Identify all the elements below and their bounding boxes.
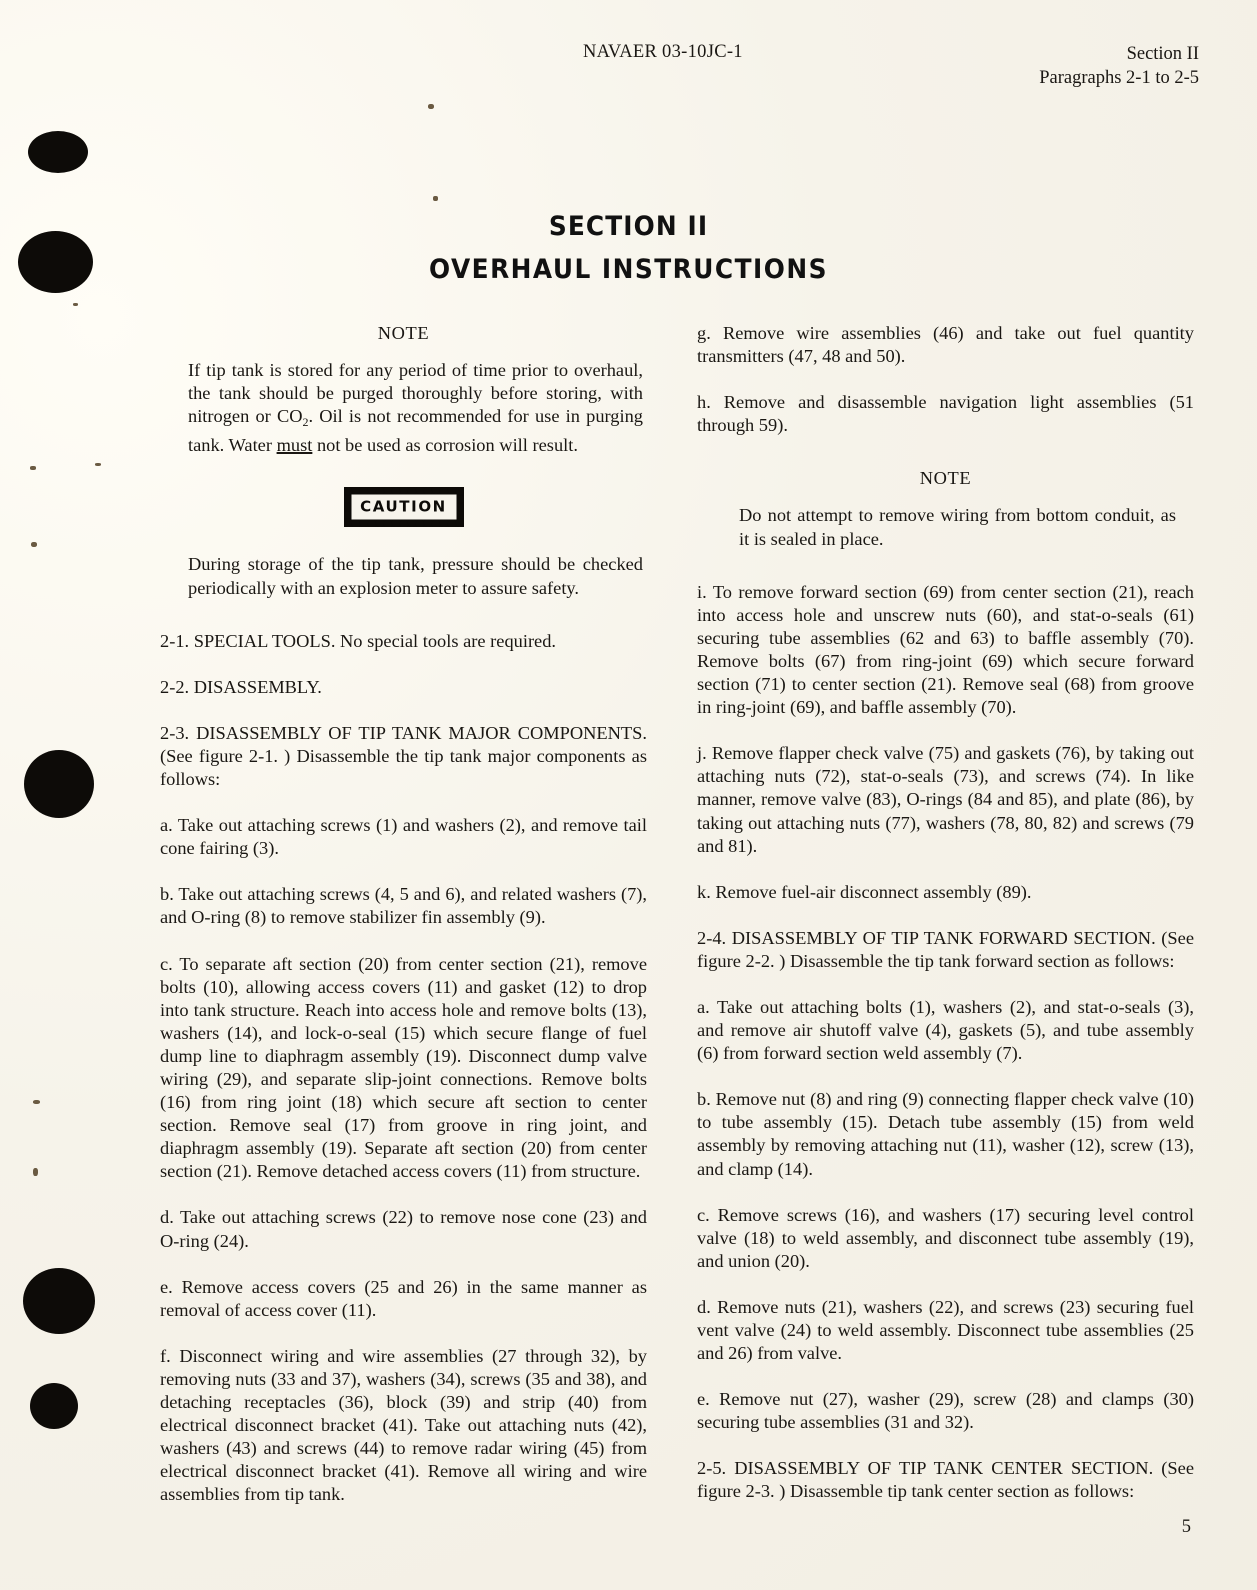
note-text-post: not be used as corrosion will result. [312, 435, 578, 456]
section-subtitle: OVERHAUL INSTRUCTIONS [429, 254, 828, 285]
scan-speck [30, 466, 36, 470]
step-4b: b. Remove nut (8) and ring (9) connecting flapper check valve (10) to tube assembly (15). Detach tube assembly (15) from weld assembly by removing attaching nut (11), washer (12), screw (13), and clamp (14). [697, 1089, 1194, 1179]
document-number: NAVAER 03-10JC-1 [583, 42, 743, 62]
step-e: e. Remove access covers (25 and 26) in the same manner as removal of access cover (11). [160, 1276, 647, 1320]
step-b: b. Take out attaching screws (4, 5 and 6), and related washers (7), and O-ring (8) to remove stabilizer fin assembly (9). [160, 884, 647, 928]
step-c: c. To separate aft section (20) from center section (21), remove bolts (10), allowing access covers (11) and gasket (12) to drop into tank structure. Reach into access hole and remove bolts (13), washers (14), and lock-o-seal (15) which secure flange of fuel dump line to diaphragm assembly (19). Disconnect dump valve wiring (29), and separate slip-joint connections. Remove bolts (16) from ring joint (18) which secure aft section to center section. Remove seal (17) from groove in ring joint, and diaphragm assembly (19). Separate aft section (20) from center section (21). Remove detached access covers (11) from structure. [160, 953, 647, 1182]
step-j: j. Remove flapper check valve (75) and gaskets (76), by taking out attaching nuts (72), stat-o-seals (73), and screws (74). In like manner, remove valve (83), O-rings (84 and 85), and plate (86), by taking out attaching nuts (77), washers (78, 80, 82) and screws (79 and 81). [697, 743, 1194, 856]
margin-punch-hole [23, 1268, 95, 1334]
scan-speck [433, 196, 438, 201]
scan-speck [73, 303, 78, 306]
paragraph-2-2: 2-2. DISASSEMBLY. [160, 676, 322, 697]
step-d: d. Take out attaching screws (22) to remove nose cone (23) and O-ring (24). [160, 1207, 647, 1251]
page-title [0, 210, 1257, 287]
step-g: g. Remove wire assemblies (46) and take out fuel quantity transmitters (47, 48 and 50). [697, 323, 1194, 367]
left-column [160, 322, 647, 1506]
note-heading: NOTE [377, 323, 430, 343]
note-body [160, 359, 647, 457]
note-body: Do not attempt to remove wiring from bottom conduit, as it is sealed in place. [739, 505, 1176, 549]
paragraph-2-5: 2-5. DISASSEMBLY OF TIP TANK CENTER SECTION. (See figure 2-3. ) Disassemble tip tank center section as follows: [697, 1458, 1194, 1502]
right-column [697, 322, 1194, 1504]
scan-speck [33, 1100, 40, 1104]
note-text-mid: . Oil is not recommended for use in purging tank. Water [188, 406, 644, 456]
co2-subscript: 2 [302, 415, 309, 430]
margin-punch-hole [30, 1383, 78, 1429]
note-emphasis-must: must [276, 435, 313, 456]
step-4d: d. Remove nuts (21), washers (22), and screws (23) securing fuel vent valve (24) to weld assembly. Disconnect tube assemblies (25 and 26) from valve. [697, 1296, 1194, 1364]
scan-speck [95, 463, 101, 466]
section-label: Section II [1126, 44, 1199, 64]
step-i: i. To remove forward section (69) from center section (21), reach into access hole and unscrew nuts (60), and stat-o-seals (61) securing tube assemblies (62 and 63) to baffle assembly (70). Remove bolts (67) from ring-joint (69) which secure forward section (71) to center section (21). Remove seal (68) from groove in ring-joint (69), and baffle assembly (70). [697, 581, 1194, 718]
running-head [0, 42, 1257, 102]
scan-speck [33, 1168, 38, 1176]
paragraph-2-3: 2-3. DISASSEMBLY OF TIP TANK MAJOR COMPONENTS. (See figure 2-1. ) Disassemble the tip tank major components as follows: [160, 722, 647, 790]
step-4e: e. Remove nut (27), washer (29), screw (28) and clamps (30) securing tube assemblies (31 and 32). [697, 1389, 1194, 1433]
paragraph-range-label: Paragraphs 2-1 to 2-5 [1039, 68, 1199, 88]
step-f: f. Disconnect wiring and wire assemblies (27 through 32), by removing nuts (33 and 37), washers (34), screws (35 and 38), and detaching receptacles (36), block (39) and strip (40) from electrical disconnect bracket (41). Take out attaching nuts (42), washers (43) and screws (44) to remove radar wiring (45) from electrical disconnect bracket (41). Remove all wiring and wire assemblies from tip tank. [160, 1345, 647, 1505]
paragraph-2-1: 2-1. SPECIAL TOOLS. No special tools are required. [160, 630, 557, 651]
margin-punch-hole [28, 131, 88, 173]
step-4a: a. Take out attaching bolts (1), washers (2), and stat-o-seals (3), and remove air shutoff valve (4), gaskets (5), and tube assembly (6) from forward section weld assembly (7). [697, 996, 1194, 1064]
step-h: h. Remove and disassemble navigation light assemblies (51 through 59). [697, 392, 1194, 436]
paragraph-2-4: 2-4. DISASSEMBLY OF TIP TANK FORWARD SECTION. (See figure 2-2. ) Disassemble the tip tank forward section as follows: [697, 927, 1194, 971]
caution-label: CAUTION [360, 497, 447, 516]
note-text-pre: If tip tank is stored for any period of time prior to overhaul, the tank should be purged thoroughly before storing, with nitrogen or CO [188, 360, 643, 427]
note-heading: NOTE [919, 468, 972, 489]
section-title: SECTION II [548, 211, 709, 242]
step-a: a. Take out attaching screws (1) and washers (2), and remove tail cone fairing (3). [160, 815, 647, 859]
scan-speck [428, 104, 434, 109]
scan-speck [31, 542, 37, 547]
margin-punch-hole [24, 750, 94, 818]
step-k: k. Remove fuel-air disconnect assembly (89). [697, 881, 1032, 902]
page-number: 5 [1181, 1517, 1191, 1537]
caution-body: During storage of the tip tank, pressure should be checked periodically with an explosion meter to assure safety. [188, 554, 643, 598]
step-4c: c. Remove screws (16), and washers (17) securing level control valve (18) to weld assembly, and disconnect tube assembly (19), and union (20). [697, 1204, 1194, 1271]
section-reference [1039, 42, 1199, 90]
caution-banner [160, 487, 647, 527]
